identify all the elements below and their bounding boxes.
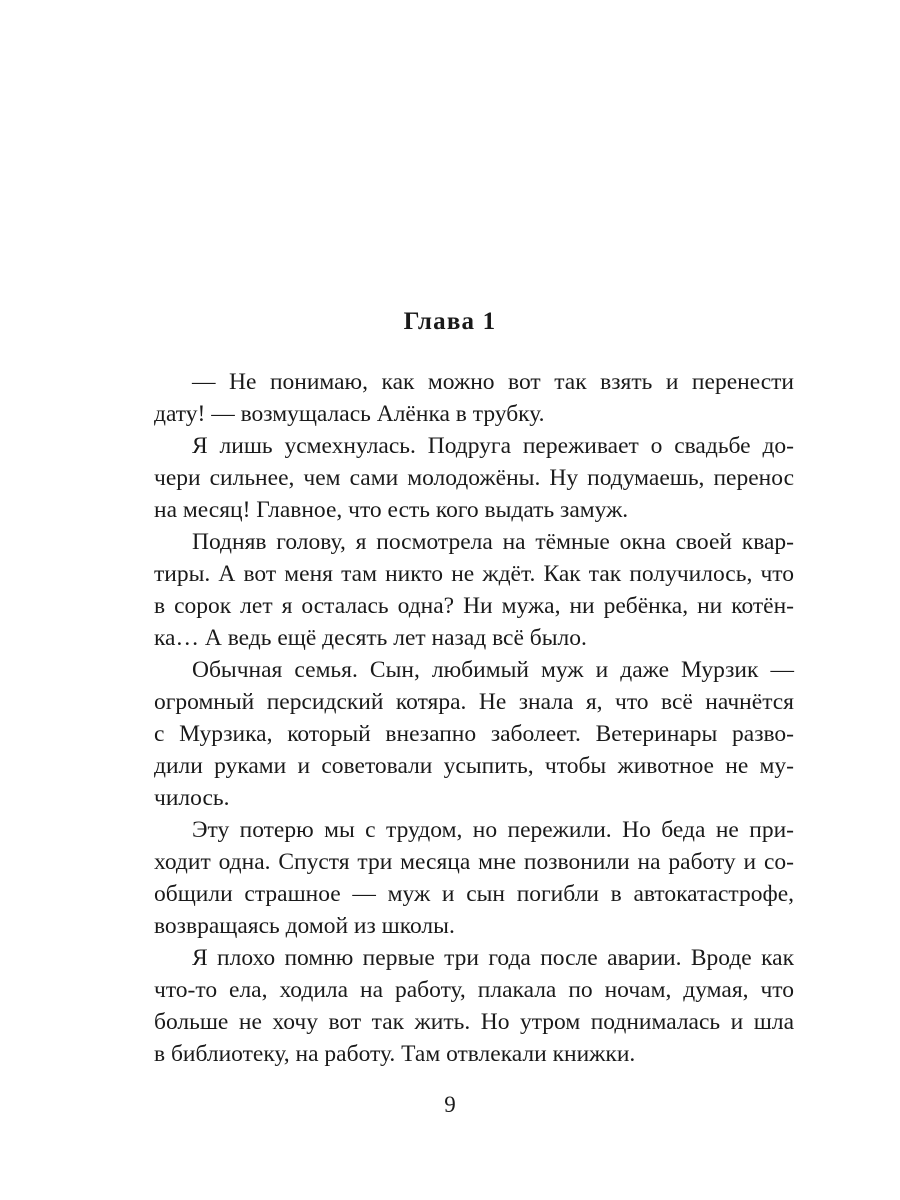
page-number: 9 <box>444 1092 456 1117</box>
text-line: — Не понимаю, как можно вот так взять и перенести <box>192 369 794 395</box>
text-line: огромный персидский котяра. Не знала я, что всё начнётся <box>154 689 794 715</box>
paragraph <box>154 942 794 1070</box>
text-line: Я плохо помню первые три года после аварии. Вроде как <box>192 945 794 971</box>
text-line: дили руками и советовали усыпить, чтобы животное не му- <box>154 753 794 779</box>
paragraph <box>154 526 794 654</box>
text-line: Обычная семья. Сын, любимый муж и даже Мурзик — <box>192 657 794 683</box>
text-line: Подняв голову, я посмотрела на тёмные окна своей квар- <box>192 529 794 555</box>
text-line: ходит одна. Спустя три месяца мне позвонили на работу и со- <box>154 849 794 875</box>
text-line: с Мурзика, который внезапно заболеет. Ветеринары разво- <box>154 721 794 747</box>
text-line: Эту потерю мы с трудом, но пережили. Но беда не при- <box>192 817 794 843</box>
chapter-title: Глава 1 <box>403 308 497 335</box>
text-line: ка… А ведь ещё десять лет назад всё было. <box>154 625 587 651</box>
paragraph <box>154 814 794 942</box>
paragraph <box>154 654 794 814</box>
text-line: Я лишь усмехнулась. Подруга переживает о свадьбе до- <box>192 433 794 459</box>
text-line: дату! — возмущалась Алёнка в трубку. <box>154 401 545 427</box>
text-line: на месяц! Главное, что есть кого выдать замуж. <box>154 497 629 523</box>
text-line: в библиотеку, на работу. Там отвлекали книжки. <box>154 1041 636 1067</box>
text-line: что-то ела, ходила на работу, плакала по ночам, думая, что <box>154 977 794 1003</box>
text-line: в сорок лет я осталась одна? Ни мужа, ни ребёнка, ни котён- <box>154 593 794 619</box>
paragraph <box>154 430 794 526</box>
text-line: больше не хочу вот так жить. Но утром поднималась и шла <box>154 1009 794 1035</box>
text-line: чилось. <box>154 785 230 811</box>
text-line: возвращаясь домой из школы. <box>154 913 455 939</box>
text-line: тиры. А вот меня там никто не ждёт. Как так получилось, что <box>154 561 794 587</box>
text-line: общили страшное — муж и сын погибли в автокатастрофе, <box>154 881 794 907</box>
chapter-body <box>154 366 794 1070</box>
text-line: чери сильнее, чем сами молодожёны. Ну подумаешь, перенос <box>154 465 794 491</box>
paragraph <box>154 366 794 430</box>
